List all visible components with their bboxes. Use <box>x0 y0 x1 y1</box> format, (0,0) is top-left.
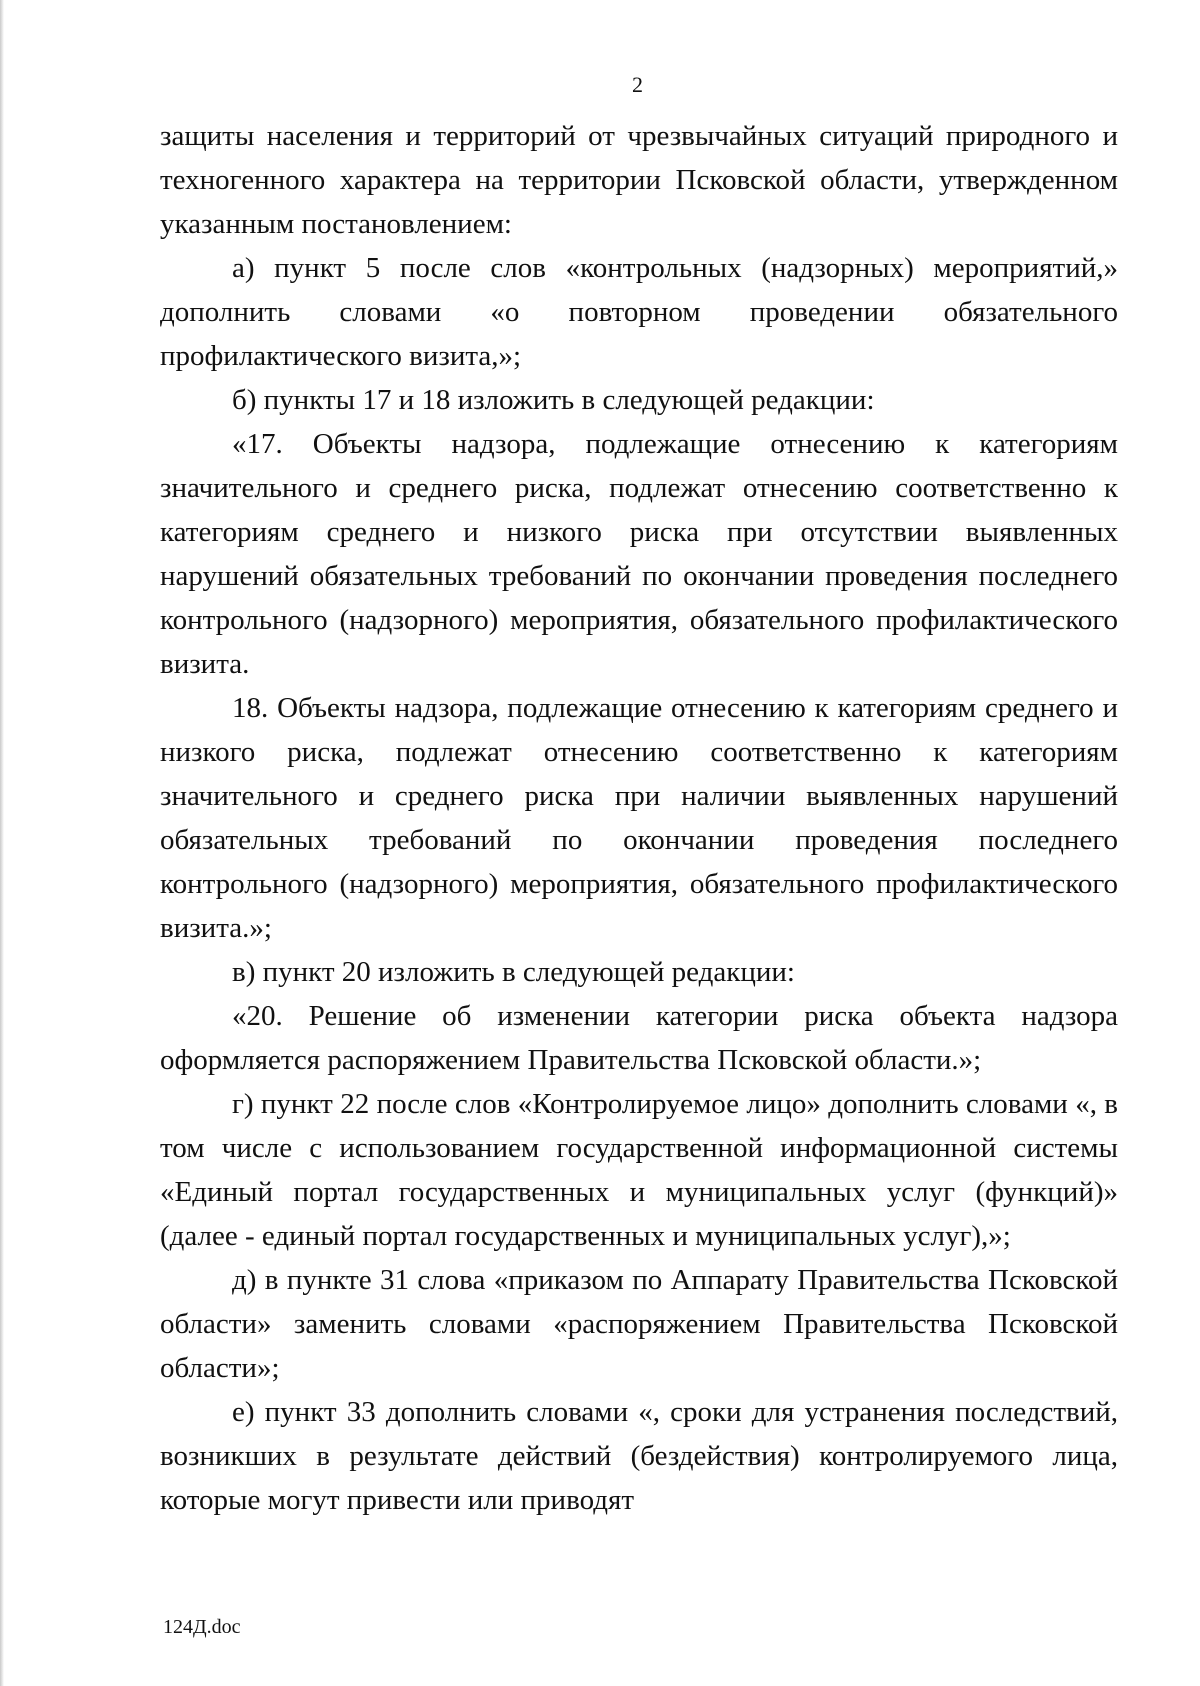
footer-file-name: 124Д.doc <box>163 1616 241 1638</box>
scan-edge-shadow <box>0 0 4 1686</box>
paragraph-item-e: е) пункт 33 дополнить словами «, сроки для устранения последствий, возникших в результате действий (бездействия) контролируемого лица, которые могут привести или приводят <box>160 1396 1118 1516</box>
paragraph-continuation: защиты населения и территорий от чрезвычайных ситуаций природного и техногенного характера на территории Псковской области, утвержденном указанным постановлением: <box>160 120 1118 240</box>
paragraph-item-d: д) в пункте 31 слова «приказом по Аппарату Правительства Псковской области» заменить словами «распоряжением Правительства Псковской области»; <box>160 1264 1118 1384</box>
paragraph-item-g: г) пункт 22 после слов «Контролируемое лицо» дополнить словами «, в том числе с использованием государственной информационной системы «Единый портал государственных и муниципальных услуг (функций)» (далее - единый портал государственных и муниципальных услуг),»; <box>160 1088 1118 1252</box>
paragraph-item-a: а) пункт 5 после слов «контрольных (надзорных) мероприятий,» дополнить словами «о повторном проведении обязательного профилактического визита,»; <box>160 252 1118 372</box>
page-number: 2 <box>632 72 643 97</box>
paragraph-clause-20: «20. Решение об изменении категории риска объекта надзора оформляется распоряжением Правительства Псковской области.»; <box>160 1000 1118 1076</box>
paragraph-clause-17: «17. Объекты надзора, подлежащие отнесению к категориям значительного и среднего риска, подлежат отнесению соответственно к категориям среднего и низкого риска при отсутствии выявленных нарушений обязательных требований по окончании проведения последнего контрольного (надзорного) мероприятия, обязательного профилактического визита. <box>160 428 1118 680</box>
paragraph-item-v: в) пункт 20 изложить в следующей редакции: <box>232 956 795 988</box>
document-body <box>160 114 1118 1522</box>
paragraph-clause-18: 18. Объекты надзора, подлежащие отнесению к категориям среднего и низкого риска, подлежат отнесению соответственно к категориям значительного и среднего риска при наличии выявленных нарушений обязательных требований по окончании проведения последнего контрольного (надзорного) мероприятия, обязательного профилактического визита.»; <box>160 692 1118 944</box>
paragraph-item-b: б) пункты 17 и 18 изложить в следующей редакции: <box>232 384 875 416</box>
